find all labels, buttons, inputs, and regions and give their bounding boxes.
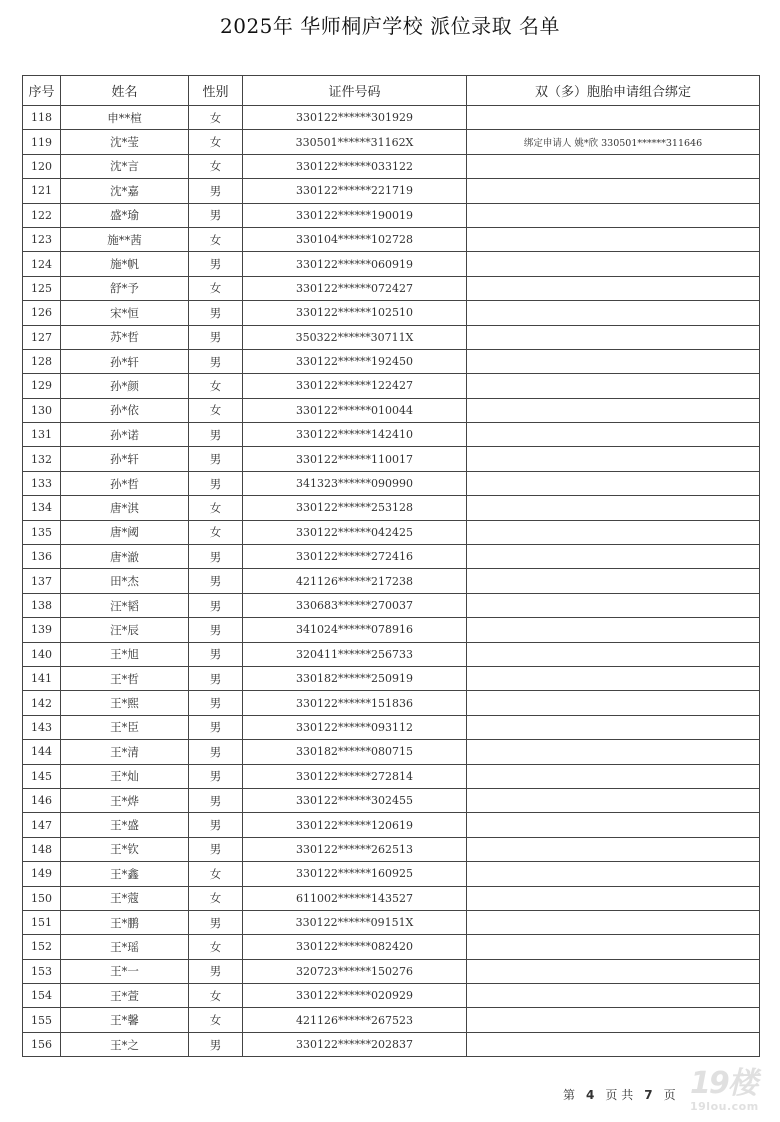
id-number-cell: 611002******143527 <box>243 886 467 910</box>
page-footer <box>560 1086 679 1103</box>
twin-binding-cell <box>467 423 760 447</box>
name-cell: 王*臣 <box>61 715 189 739</box>
serial-cell: 145 <box>23 764 61 788</box>
serial-cell: 143 <box>23 715 61 739</box>
id-number-cell: 330182******250919 <box>243 666 467 690</box>
gender-cell: 男 <box>189 203 243 227</box>
name-cell: 王*钦 <box>61 837 189 861</box>
id-number-cell: 330104******102728 <box>243 227 467 251</box>
twin-binding-cell <box>467 935 760 959</box>
gender-cell: 男 <box>189 618 243 642</box>
gender-cell: 女 <box>189 130 243 154</box>
table-row <box>23 886 760 910</box>
name-cell: 王*瑶 <box>61 935 189 959</box>
twin-binding-cell <box>467 349 760 373</box>
name-cell: 王*烨 <box>61 788 189 812</box>
name-cell: 苏*哲 <box>61 325 189 349</box>
name-cell: 王*鹏 <box>61 910 189 934</box>
id-number-cell: 330683******270037 <box>243 593 467 617</box>
name-cell: 王*熙 <box>61 691 189 715</box>
id-number-cell: 320723******150276 <box>243 959 467 983</box>
serial-cell: 156 <box>23 1032 61 1056</box>
header-serial: 序号 <box>23 76 61 106</box>
twin-binding-cell <box>467 618 760 642</box>
twin-binding-cell <box>467 447 760 471</box>
twin-binding-cell <box>467 788 760 812</box>
serial-cell: 138 <box>23 593 61 617</box>
name-cell: 沈*言 <box>61 154 189 178</box>
serial-cell: 141 <box>23 666 61 690</box>
gender-cell: 男 <box>189 545 243 569</box>
serial-cell: 154 <box>23 984 61 1008</box>
id-number-cell: 330122******253128 <box>243 496 467 520</box>
name-cell: 王*蔻 <box>61 886 189 910</box>
header-gender: 性别 <box>189 76 243 106</box>
gender-cell: 男 <box>189 959 243 983</box>
twin-binding-cell <box>467 910 760 934</box>
table-row <box>23 642 760 666</box>
twin-binding-cell <box>467 984 760 1008</box>
twin-binding-cell <box>467 325 760 349</box>
footer-suffix: 页 <box>663 1088 676 1102</box>
gender-cell: 男 <box>189 447 243 471</box>
twin-binding-cell <box>467 374 760 398</box>
name-cell: 唐*阈 <box>61 520 189 544</box>
id-number-cell: 330182******080715 <box>243 740 467 764</box>
name-cell: 唐*澈 <box>61 545 189 569</box>
gender-cell: 男 <box>189 788 243 812</box>
id-number-cell: 330122******302455 <box>243 788 467 812</box>
name-cell: 沈*莹 <box>61 130 189 154</box>
id-number-cell: 330122******202837 <box>243 1032 467 1056</box>
name-cell: 孙*轩 <box>61 349 189 373</box>
twin-binding-cell <box>467 203 760 227</box>
gender-cell: 女 <box>189 886 243 910</box>
id-number-cell: 330122******122427 <box>243 374 467 398</box>
table-row <box>23 862 760 886</box>
name-cell: 孙*轩 <box>61 447 189 471</box>
gender-cell: 男 <box>189 764 243 788</box>
id-number-cell: 330122******082420 <box>243 935 467 959</box>
table-row <box>23 618 760 642</box>
twin-binding-cell <box>467 740 760 764</box>
table-row <box>23 764 760 788</box>
gender-cell: 男 <box>189 837 243 861</box>
serial-cell: 125 <box>23 276 61 300</box>
twin-binding-cell <box>467 471 760 495</box>
table-row <box>23 423 760 447</box>
name-cell: 申**楦 <box>61 106 189 130</box>
name-cell: 宋*恒 <box>61 301 189 325</box>
id-number-cell: 330122******020929 <box>243 984 467 1008</box>
table-row <box>23 715 760 739</box>
serial-cell: 152 <box>23 935 61 959</box>
id-number-cell: 330122******192450 <box>243 349 467 373</box>
twin-binding-cell <box>467 1032 760 1056</box>
table-row <box>23 276 760 300</box>
serial-cell: 124 <box>23 252 61 276</box>
gender-cell: 女 <box>189 496 243 520</box>
name-cell: 王*盛 <box>61 813 189 837</box>
gender-cell: 女 <box>189 227 243 251</box>
gender-cell: 男 <box>189 666 243 690</box>
table-row <box>23 374 760 398</box>
serial-cell: 128 <box>23 349 61 373</box>
table-row <box>23 349 760 373</box>
name-cell: 唐*淇 <box>61 496 189 520</box>
twin-binding-cell <box>467 154 760 178</box>
id-number-cell: 330122******093112 <box>243 715 467 739</box>
twin-binding-cell <box>467 764 760 788</box>
total-pages: 7 <box>644 1088 653 1102</box>
twin-binding-cell <box>467 301 760 325</box>
name-cell: 汪*辰 <box>61 618 189 642</box>
table-row <box>23 1008 760 1032</box>
id-number-cell: 330122******072427 <box>243 276 467 300</box>
name-cell: 王*鑫 <box>61 862 189 886</box>
twin-binding-cell <box>467 227 760 251</box>
gender-cell: 女 <box>189 106 243 130</box>
gender-cell: 男 <box>189 813 243 837</box>
serial-cell: 150 <box>23 886 61 910</box>
serial-cell: 130 <box>23 398 61 422</box>
serial-cell: 126 <box>23 301 61 325</box>
watermark-logo-text: 19楼 <box>690 1066 756 1101</box>
twin-binding-cell <box>467 691 760 715</box>
table-row <box>23 959 760 983</box>
table-row <box>23 130 760 154</box>
gender-cell: 女 <box>189 1008 243 1032</box>
name-cell: 孙*诺 <box>61 423 189 447</box>
table-row <box>23 154 760 178</box>
table-row <box>23 106 760 130</box>
header-twin-binding: 双（多）胞胎申请组合绑定 <box>467 76 760 106</box>
gender-cell: 女 <box>189 374 243 398</box>
table-row <box>23 935 760 959</box>
gender-cell: 男 <box>189 691 243 715</box>
watermark-site-text: 19lou.com <box>690 1100 759 1113</box>
serial-cell: 127 <box>23 325 61 349</box>
serial-cell: 134 <box>23 496 61 520</box>
table-row <box>23 593 760 617</box>
table-row <box>23 837 760 861</box>
gender-cell: 男 <box>189 593 243 617</box>
twin-binding-cell <box>467 1008 760 1032</box>
header-name: 姓名 <box>61 76 189 106</box>
id-number-cell: 330122******142410 <box>243 423 467 447</box>
id-number-cell: 330122******262513 <box>243 837 467 861</box>
serial-cell: 142 <box>23 691 61 715</box>
twin-binding-cell <box>467 106 760 130</box>
serial-cell: 135 <box>23 520 61 544</box>
table-row <box>23 813 760 837</box>
serial-cell: 123 <box>23 227 61 251</box>
header-id-number: 证件号码 <box>243 76 467 106</box>
twin-binding-cell <box>467 179 760 203</box>
id-number-cell: 330122******102510 <box>243 301 467 325</box>
table-body <box>23 106 760 1057</box>
gender-cell: 男 <box>189 252 243 276</box>
id-number-cell: 421126******267523 <box>243 1008 467 1032</box>
serial-cell: 119 <box>23 130 61 154</box>
table-row <box>23 569 760 593</box>
id-number-cell: 320411******256733 <box>243 642 467 666</box>
twin-binding-cell <box>467 520 760 544</box>
gender-cell: 男 <box>189 642 243 666</box>
id-number-cell: 350322******30711X <box>243 325 467 349</box>
table-row <box>23 325 760 349</box>
table-row <box>23 984 760 1008</box>
watermark-logo <box>690 1068 762 1113</box>
serial-cell: 149 <box>23 862 61 886</box>
twin-binding-cell <box>467 666 760 690</box>
gender-cell: 男 <box>189 1032 243 1056</box>
name-cell: 王*一 <box>61 959 189 983</box>
gender-cell: 男 <box>189 471 243 495</box>
table-row <box>23 496 760 520</box>
gender-cell: 女 <box>189 276 243 300</box>
id-number-cell: 341323******090990 <box>243 471 467 495</box>
id-number-cell: 330501******31162X <box>243 130 467 154</box>
twin-binding-cell <box>467 959 760 983</box>
id-number-cell: 330122******042425 <box>243 520 467 544</box>
table-row <box>23 1032 760 1056</box>
twin-binding-cell <box>467 886 760 910</box>
twin-binding-cell <box>467 593 760 617</box>
name-cell: 盛*瑜 <box>61 203 189 227</box>
table-row <box>23 227 760 251</box>
table-row <box>23 788 760 812</box>
gender-cell: 女 <box>189 935 243 959</box>
current-page: 4 <box>586 1088 595 1102</box>
gender-cell: 女 <box>189 154 243 178</box>
name-cell: 王*哲 <box>61 666 189 690</box>
name-cell: 王*灿 <box>61 764 189 788</box>
twin-binding-cell <box>467 715 760 739</box>
id-number-cell: 330122******09151X <box>243 910 467 934</box>
name-cell: 王*馨 <box>61 1008 189 1032</box>
name-cell: 孙*依 <box>61 398 189 422</box>
id-number-cell: 330122******110017 <box>243 447 467 471</box>
name-cell: 孙*颜 <box>61 374 189 398</box>
name-cell: 沈*嘉 <box>61 179 189 203</box>
name-cell: 施*帆 <box>61 252 189 276</box>
name-cell: 王*萱 <box>61 984 189 1008</box>
name-cell: 汪*韬 <box>61 593 189 617</box>
name-cell: 田*杰 <box>61 569 189 593</box>
serial-cell: 148 <box>23 837 61 861</box>
page-title: 2025年 华师桐庐学校 派位录取 名单 <box>220 14 560 38</box>
name-cell: 施**茜 <box>61 227 189 251</box>
gender-cell: 男 <box>189 423 243 447</box>
gender-cell: 男 <box>189 349 243 373</box>
table-row <box>23 545 760 569</box>
id-number-cell: 330122******160925 <box>243 862 467 886</box>
id-number-cell: 330122******060919 <box>243 252 467 276</box>
footer-mid: 页 共 <box>605 1088 634 1102</box>
admission-list-table <box>22 75 760 1057</box>
serial-cell: 139 <box>23 618 61 642</box>
twin-binding-cell <box>467 862 760 886</box>
serial-cell: 136 <box>23 545 61 569</box>
serial-cell: 121 <box>23 179 61 203</box>
serial-cell: 151 <box>23 910 61 934</box>
id-number-cell: 330122******033122 <box>243 154 467 178</box>
footer-prefix: 第 <box>563 1088 576 1102</box>
name-cell: 孙*哲 <box>61 471 189 495</box>
twin-binding-cell <box>467 252 760 276</box>
serial-cell: 155 <box>23 1008 61 1032</box>
name-cell: 王*之 <box>61 1032 189 1056</box>
table-row <box>23 179 760 203</box>
serial-cell: 120 <box>23 154 61 178</box>
twin-binding-cell <box>467 398 760 422</box>
serial-cell: 122 <box>23 203 61 227</box>
id-number-cell: 330122******151836 <box>243 691 467 715</box>
table-row <box>23 447 760 471</box>
id-number-cell: 341024******078916 <box>243 618 467 642</box>
table-row <box>23 666 760 690</box>
twin-binding-cell <box>467 569 760 593</box>
name-cell: 王*旭 <box>61 642 189 666</box>
serial-cell: 129 <box>23 374 61 398</box>
id-number-cell: 330122******120619 <box>243 813 467 837</box>
table-row <box>23 520 760 544</box>
twin-binding-cell: 绑定申请人 姚*欣 330501******311646 <box>467 130 760 154</box>
gender-cell: 女 <box>189 862 243 886</box>
table-row <box>23 740 760 764</box>
id-number-cell: 330122******301929 <box>243 106 467 130</box>
gender-cell: 男 <box>189 910 243 934</box>
twin-binding-cell <box>467 837 760 861</box>
twin-binding-cell <box>467 642 760 666</box>
gender-cell: 男 <box>189 569 243 593</box>
gender-cell: 男 <box>189 301 243 325</box>
gender-cell: 男 <box>189 179 243 203</box>
serial-cell: 137 <box>23 569 61 593</box>
twin-binding-cell <box>467 545 760 569</box>
serial-cell: 140 <box>23 642 61 666</box>
name-cell: 王*清 <box>61 740 189 764</box>
serial-cell: 144 <box>23 740 61 764</box>
id-number-cell: 330122******272416 <box>243 545 467 569</box>
table-row <box>23 252 760 276</box>
id-number-cell: 330122******272814 <box>243 764 467 788</box>
table-row <box>23 203 760 227</box>
table-header-row <box>23 76 760 106</box>
id-number-cell: 330122******190019 <box>243 203 467 227</box>
table-row <box>23 301 760 325</box>
twin-binding-cell <box>467 496 760 520</box>
table-row <box>23 398 760 422</box>
serial-cell: 132 <box>23 447 61 471</box>
twin-binding-cell <box>467 276 760 300</box>
gender-cell: 女 <box>189 520 243 544</box>
gender-cell: 男 <box>189 715 243 739</box>
serial-cell: 131 <box>23 423 61 447</box>
id-number-cell: 421126******217238 <box>243 569 467 593</box>
serial-cell: 133 <box>23 471 61 495</box>
serial-cell: 118 <box>23 106 61 130</box>
gender-cell: 女 <box>189 984 243 1008</box>
table-row <box>23 910 760 934</box>
table-row <box>23 691 760 715</box>
gender-cell: 女 <box>189 398 243 422</box>
id-number-cell: 330122******221719 <box>243 179 467 203</box>
gender-cell: 男 <box>189 740 243 764</box>
gender-cell: 男 <box>189 325 243 349</box>
serial-cell: 146 <box>23 788 61 812</box>
serial-cell: 147 <box>23 813 61 837</box>
name-cell: 舒*予 <box>61 276 189 300</box>
table-row <box>23 471 760 495</box>
serial-cell: 153 <box>23 959 61 983</box>
id-number-cell: 330122******010044 <box>243 398 467 422</box>
twin-binding-cell <box>467 813 760 837</box>
